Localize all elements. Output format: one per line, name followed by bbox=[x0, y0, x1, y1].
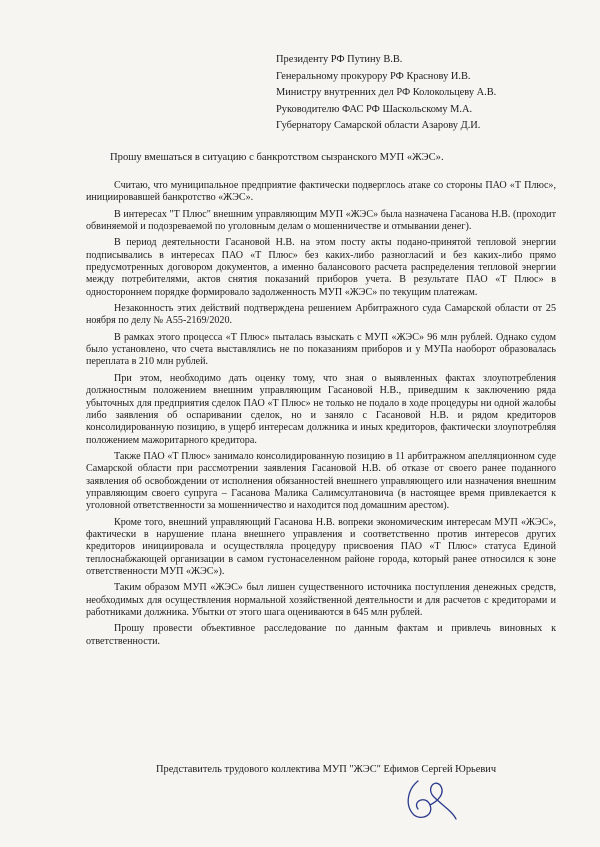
addressee-line: Губернатору Самарской области Азарову Д.И. bbox=[276, 120, 481, 132]
body-paragraph: В интересах "Т Плюс" внешним управляющим МУП «ЖЭС» была назначена Гасанова Н.В. (проходит обвиняемой и подозреваемой по уголовным делам о мошенничестве и отмывании денег). bbox=[86, 208, 556, 233]
addressee-line: Президенту РФ Путину В.В. bbox=[276, 54, 403, 65]
body-paragraph: В рамках этого процесса «Т Плюс» пыталась взыскать с МУП «ЖЭС» 96 млн рублей. Однако судом было установлено, что счета выставлялись не по показаниям приборов и у МУПа наоборот образовалась переплата в 210 млн рублей. bbox=[86, 331, 556, 368]
body-paragraph: Таким образом МУП «ЖЭС» был лишен существенного источника поступления денежных средств, необходимых для осуществления нормальной хозяйственной деятельности и для расчетов с кредиторами и работниками должника. Убытки от этого шага оцениваются в 645 млн рублей. bbox=[86, 582, 556, 618]
letter-subject: Прошу вмешаться в ситуацию с банкротством сызранского МУП «ЖЭС». bbox=[110, 152, 444, 163]
body-paragraph: Также ПАО «Т Плюс» занимало консолидированную позицию в 11 арбитражном апелляционном суде Самарской области при рассмотрении заявления Гасановой Н.В. об отказе от своего ранее поданного заявления об освобождении от исполнения обязанностей внешнего управляющего или назначения внешним управляющим своего супруга – Гасанова Малика Салимсултановича (в настоящее время привлекается к уголовной ответственности за мошенничество и находится под домашним арестом). bbox=[86, 450, 556, 512]
addressee-line: Министру внутренних дел РФ Колокольцеву А.В. bbox=[276, 87, 497, 99]
signature-line: Представитель трудового коллектива МУП "ЖЭС" Ефимов Сергей Юрьевич bbox=[156, 764, 497, 775]
body-paragraph: Считаю, что муниципальное предприятие фактически подверглось атаке со стороны ПАО «Т Плюс», инициировавшей банкротство «ЖЭС». bbox=[86, 180, 556, 204]
addressee-line: Руководителю ФАС РФ Шаскольскому М.А. bbox=[276, 103, 473, 115]
body-paragraph: Незаконность этих действий подтверждена решением Арбитражного суда Самарской области от 25 ноября по делу № А55-2169/2020. bbox=[86, 303, 556, 327]
body-paragraph: Прошу провести объективное расследование по данным фактам и привлечь виновных к ответственности. bbox=[86, 623, 556, 647]
body-paragraph: В период деятельности Гасановой Н.В. на этом посту акты подано-принятой тепловой энергии подписывались в интересах ПАО «Т Плюс» без каких-либо разногласий и без каких-либо прямо предусмотренных договором документов, а именно балансового расчета распределения тепловой энергии между потребителями, актов снятия показаний приборов учета. В результате ПАО «Т Плюс» в одностороннем порядке формировало задолженность МУП «ЖЭС» по текущим платежам. bbox=[86, 237, 556, 298]
body-paragraph: Кроме того, внешний управляющий Гасанова Н.В. вопреки экономическим интересам МУП «ЖЭС», фактически в нарушение плана внешнего управления и соответственно против интересов других кредиторов инициировала и осуществляла процедуру присвоения ПАО «Т Плюс» статуса Единой теплоснабжающей организации в самом густонаселенном районе города, который ранее относился к зоне ответственности МУП «ЖЭС»). bbox=[86, 516, 556, 577]
handwritten-signature bbox=[400, 775, 460, 823]
body-paragraph: При этом, необходимо дать оценку тому, что зная о выявленных фактах злоупотребления должностным положением внешним управляющим Гасановой Н.В., приведшим к заключению ряда убыточных для предприятия сделок ПАО «Т Плюс» не только не подало в ходе процедуры ни одной жалобы либо заявления об оспаривании сделок, но и заняло с Гасановой Н.В. и рядом кредиторов консолидированную позицию, в ущерб интересам должника и иных кредиторов, фактически злоупотребляя положением мажоритарного кредитора. bbox=[86, 372, 556, 446]
letter-body bbox=[86, 180, 556, 652]
addressee-block bbox=[276, 52, 586, 135]
addressee-line: Генеральному прокурору РФ Краснову И.В. bbox=[276, 70, 471, 82]
